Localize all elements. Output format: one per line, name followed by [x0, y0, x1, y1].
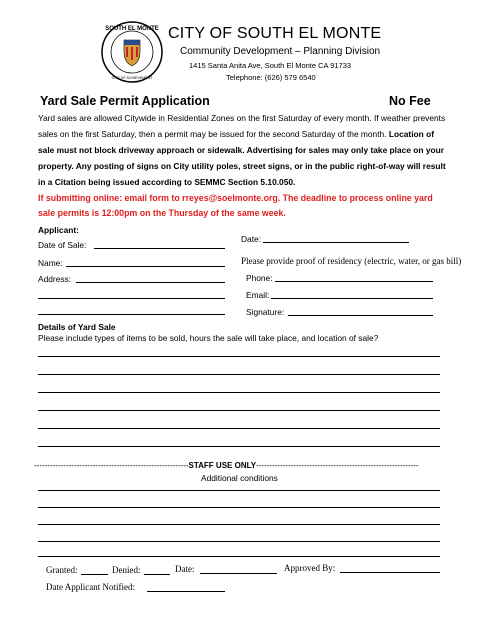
city-telephone: Telephone: (626) 579 6540 [226, 73, 316, 82]
denied-field[interactable] [144, 574, 170, 575]
staff-dashes-right: ------------------------------------------------------------- [256, 461, 419, 470]
date-applicant-notified-field[interactable] [147, 591, 225, 592]
date-of-sale-label: Date of Sale: [38, 240, 87, 250]
name-label: Name: [38, 258, 63, 268]
svg-text:CITY OF ACHIEVEMENT: CITY OF ACHIEVEMENT [111, 76, 153, 80]
details-line[interactable] [38, 428, 440, 429]
address-field-line-2[interactable] [38, 298, 225, 299]
conditions-line[interactable] [38, 490, 440, 491]
additional-conditions-label: Additional conditions [201, 473, 278, 483]
city-seal-logo [100, 20, 164, 84]
date-applicant-notified-label: Date Applicant Notified: [46, 582, 135, 592]
date-label: Date: [241, 234, 262, 244]
city-name: CITY OF SOUTH EL MONTE [168, 25, 382, 42]
conditions-line[interactable] [38, 541, 440, 542]
email-field[interactable] [271, 298, 433, 299]
svg-text:SOUTH EL MONTE: SOUTH EL MONTE [105, 26, 159, 32]
intro-bold-text: Location of sale must not block driveway approach or sidewalk. Advertising for sales may only take place on your property. Any posting of signs on City utility poles, street signs, or in the public right-of-way will result in a Citation being issued according to SEMMC Section 5.10.050. [38, 129, 446, 187]
intro-plain-text: Yard sales are allowed Citywide in Residential Zones on the first Saturday of every month. If weather prevents sales on the first Saturday, then a permit may be issued for the second Saturday of the month. [38, 113, 446, 139]
signature-field[interactable] [288, 315, 433, 316]
email-label: Email: [246, 290, 270, 300]
phone-label: Phone: [246, 273, 273, 283]
staff-date-label: Date: [175, 564, 195, 574]
details-line[interactable] [38, 356, 440, 357]
residency-note: Please provide proof of residency (electric, water, or gas bill) [241, 256, 462, 266]
staff-date-field[interactable] [200, 573, 277, 574]
online-submission-notice: If submitting online: email form to rreyes@soelmonte.org. The deadline to process online yard sale permits is 12:00pm on the Thursday of the same week. [38, 193, 433, 218]
details-line[interactable] [38, 392, 440, 393]
details-instructions: Please include types of items to be sold, hours the sale will take place, and location of sale? [38, 333, 379, 343]
denied-label: Denied: [112, 565, 141, 575]
staff-dashes-left: ---------------------------------------------------------- [34, 461, 189, 470]
phone-field[interactable] [275, 281, 433, 282]
staff-use-label: STAFF USE ONLY [188, 461, 257, 470]
approved-by-field[interactable] [340, 572, 440, 573]
form-title: Yard Sale Permit Application [40, 94, 210, 108]
conditions-line[interactable] [38, 524, 440, 525]
address-label: Address: [38, 274, 72, 284]
details-line[interactable] [38, 374, 440, 375]
details-line[interactable] [38, 446, 440, 447]
address-field-line-1[interactable] [76, 282, 225, 283]
applicant-heading: Applicant: [38, 225, 79, 235]
date-of-sale-field[interactable] [94, 248, 225, 249]
conditions-line[interactable] [38, 556, 440, 557]
approved-by-label: Approved By: [284, 563, 336, 573]
department-name: Community Development – Planning Division [180, 46, 381, 57]
staff-use-divider [34, 461, 419, 470]
name-field[interactable] [66, 266, 225, 267]
address-field-line-3[interactable] [38, 314, 225, 315]
details-line[interactable] [38, 410, 440, 411]
fee-label: No Fee [389, 94, 431, 108]
details-heading: Details of Yard Sale [38, 322, 116, 332]
date-field[interactable] [263, 242, 409, 243]
intro-paragraph [38, 110, 446, 190]
granted-label: Granted: [46, 565, 78, 575]
signature-label: Signature: [246, 307, 285, 317]
city-address: 1415 Santa Anita Ave, South El Monte CA 91733 [189, 61, 352, 70]
granted-field[interactable] [81, 574, 108, 575]
conditions-line[interactable] [38, 507, 440, 508]
